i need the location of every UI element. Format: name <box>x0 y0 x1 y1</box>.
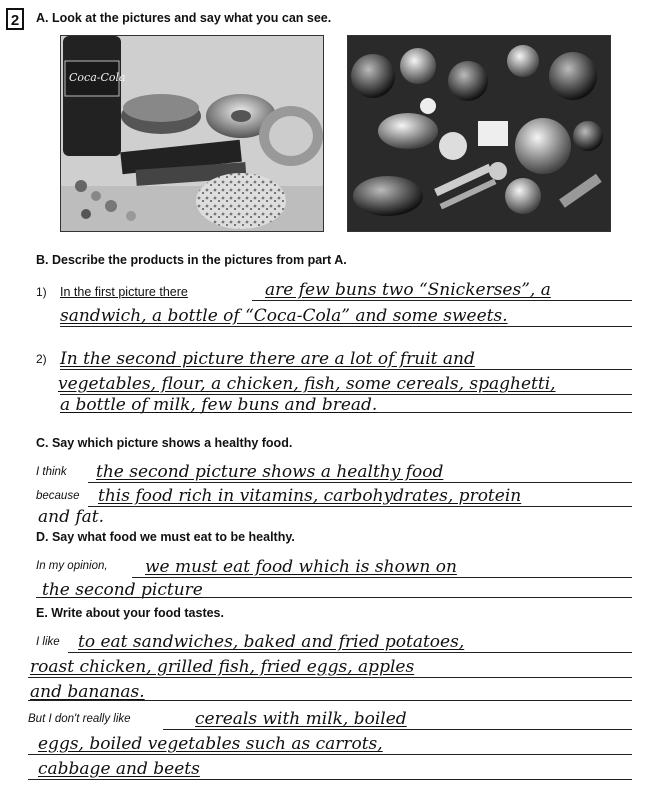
item-2-answer-line-1: In the second picture there are a lot of fruit and <box>60 349 475 369</box>
i-think-label: I think <box>36 466 67 478</box>
opinion-answer-line-1: we must eat food which is shown on <box>145 557 457 577</box>
because-label: because <box>36 490 80 502</box>
dislike-answer-line-1: cereals with milk, boiled <box>195 709 407 729</box>
section-c-heading: C. Say which picture shows a healthy food. <box>36 436 293 450</box>
in-my-opinion-label: In my opinion, <box>36 560 108 572</box>
junk-food-photo <box>60 35 324 232</box>
i-think-answer: the second picture shows a healthy food <box>96 462 444 482</box>
item-2-answer-line-2: vegetables, flour, a chicken, fish, some cereals, spaghetti, <box>58 374 556 394</box>
section-b-heading: B. Describe the products in the pictures from part A. <box>36 253 347 267</box>
like-answer-line-1: to eat sandwiches, baked and fried potatoes, <box>78 632 465 652</box>
because-answer-line-1: this food rich in vitamins, carbohydrates, protein <box>98 486 522 506</box>
like-answer-line-2: roast chicken, grilled fish, fried eggs, apples <box>30 657 415 677</box>
item-1-number: 1) <box>36 285 47 299</box>
section-e-heading: E. Write about your food tastes. <box>36 606 224 620</box>
dislike-answer-line-2: eggs, boiled vegetables such as carrots, <box>38 734 383 754</box>
healthy-food-photo <box>347 35 611 232</box>
section-d-heading: D. Say what food we must eat to be healthy. <box>36 530 295 544</box>
item-2-answer-line-3: a bottle of milk, few buns and bread. <box>60 395 378 415</box>
item-1-answer-line-2: sandwich, a bottle of “Coca-Cola” and some sweets. <box>60 306 508 326</box>
i-like-label: I like <box>36 636 60 648</box>
because-answer-line-2: and fat. <box>38 507 105 527</box>
coca-cola-logo: Coca-Cola <box>69 71 126 84</box>
dislike-label: But I don't really like <box>28 713 131 725</box>
item-2-number: 2) <box>36 352 47 366</box>
like-answer-line-3: and bananas. <box>30 682 145 702</box>
item-1-prompt: In the first picture there <box>60 285 188 299</box>
section-a-heading: A. Look at the pictures and say what you can see. <box>36 11 332 25</box>
dislike-answer-line-3: cabbage and beets <box>38 759 200 779</box>
item-1-answer-line-1: are few buns two “Snickerses”, a <box>265 280 551 300</box>
task-number: 2 <box>6 8 24 30</box>
opinion-answer-line-2: the second picture <box>42 580 203 600</box>
